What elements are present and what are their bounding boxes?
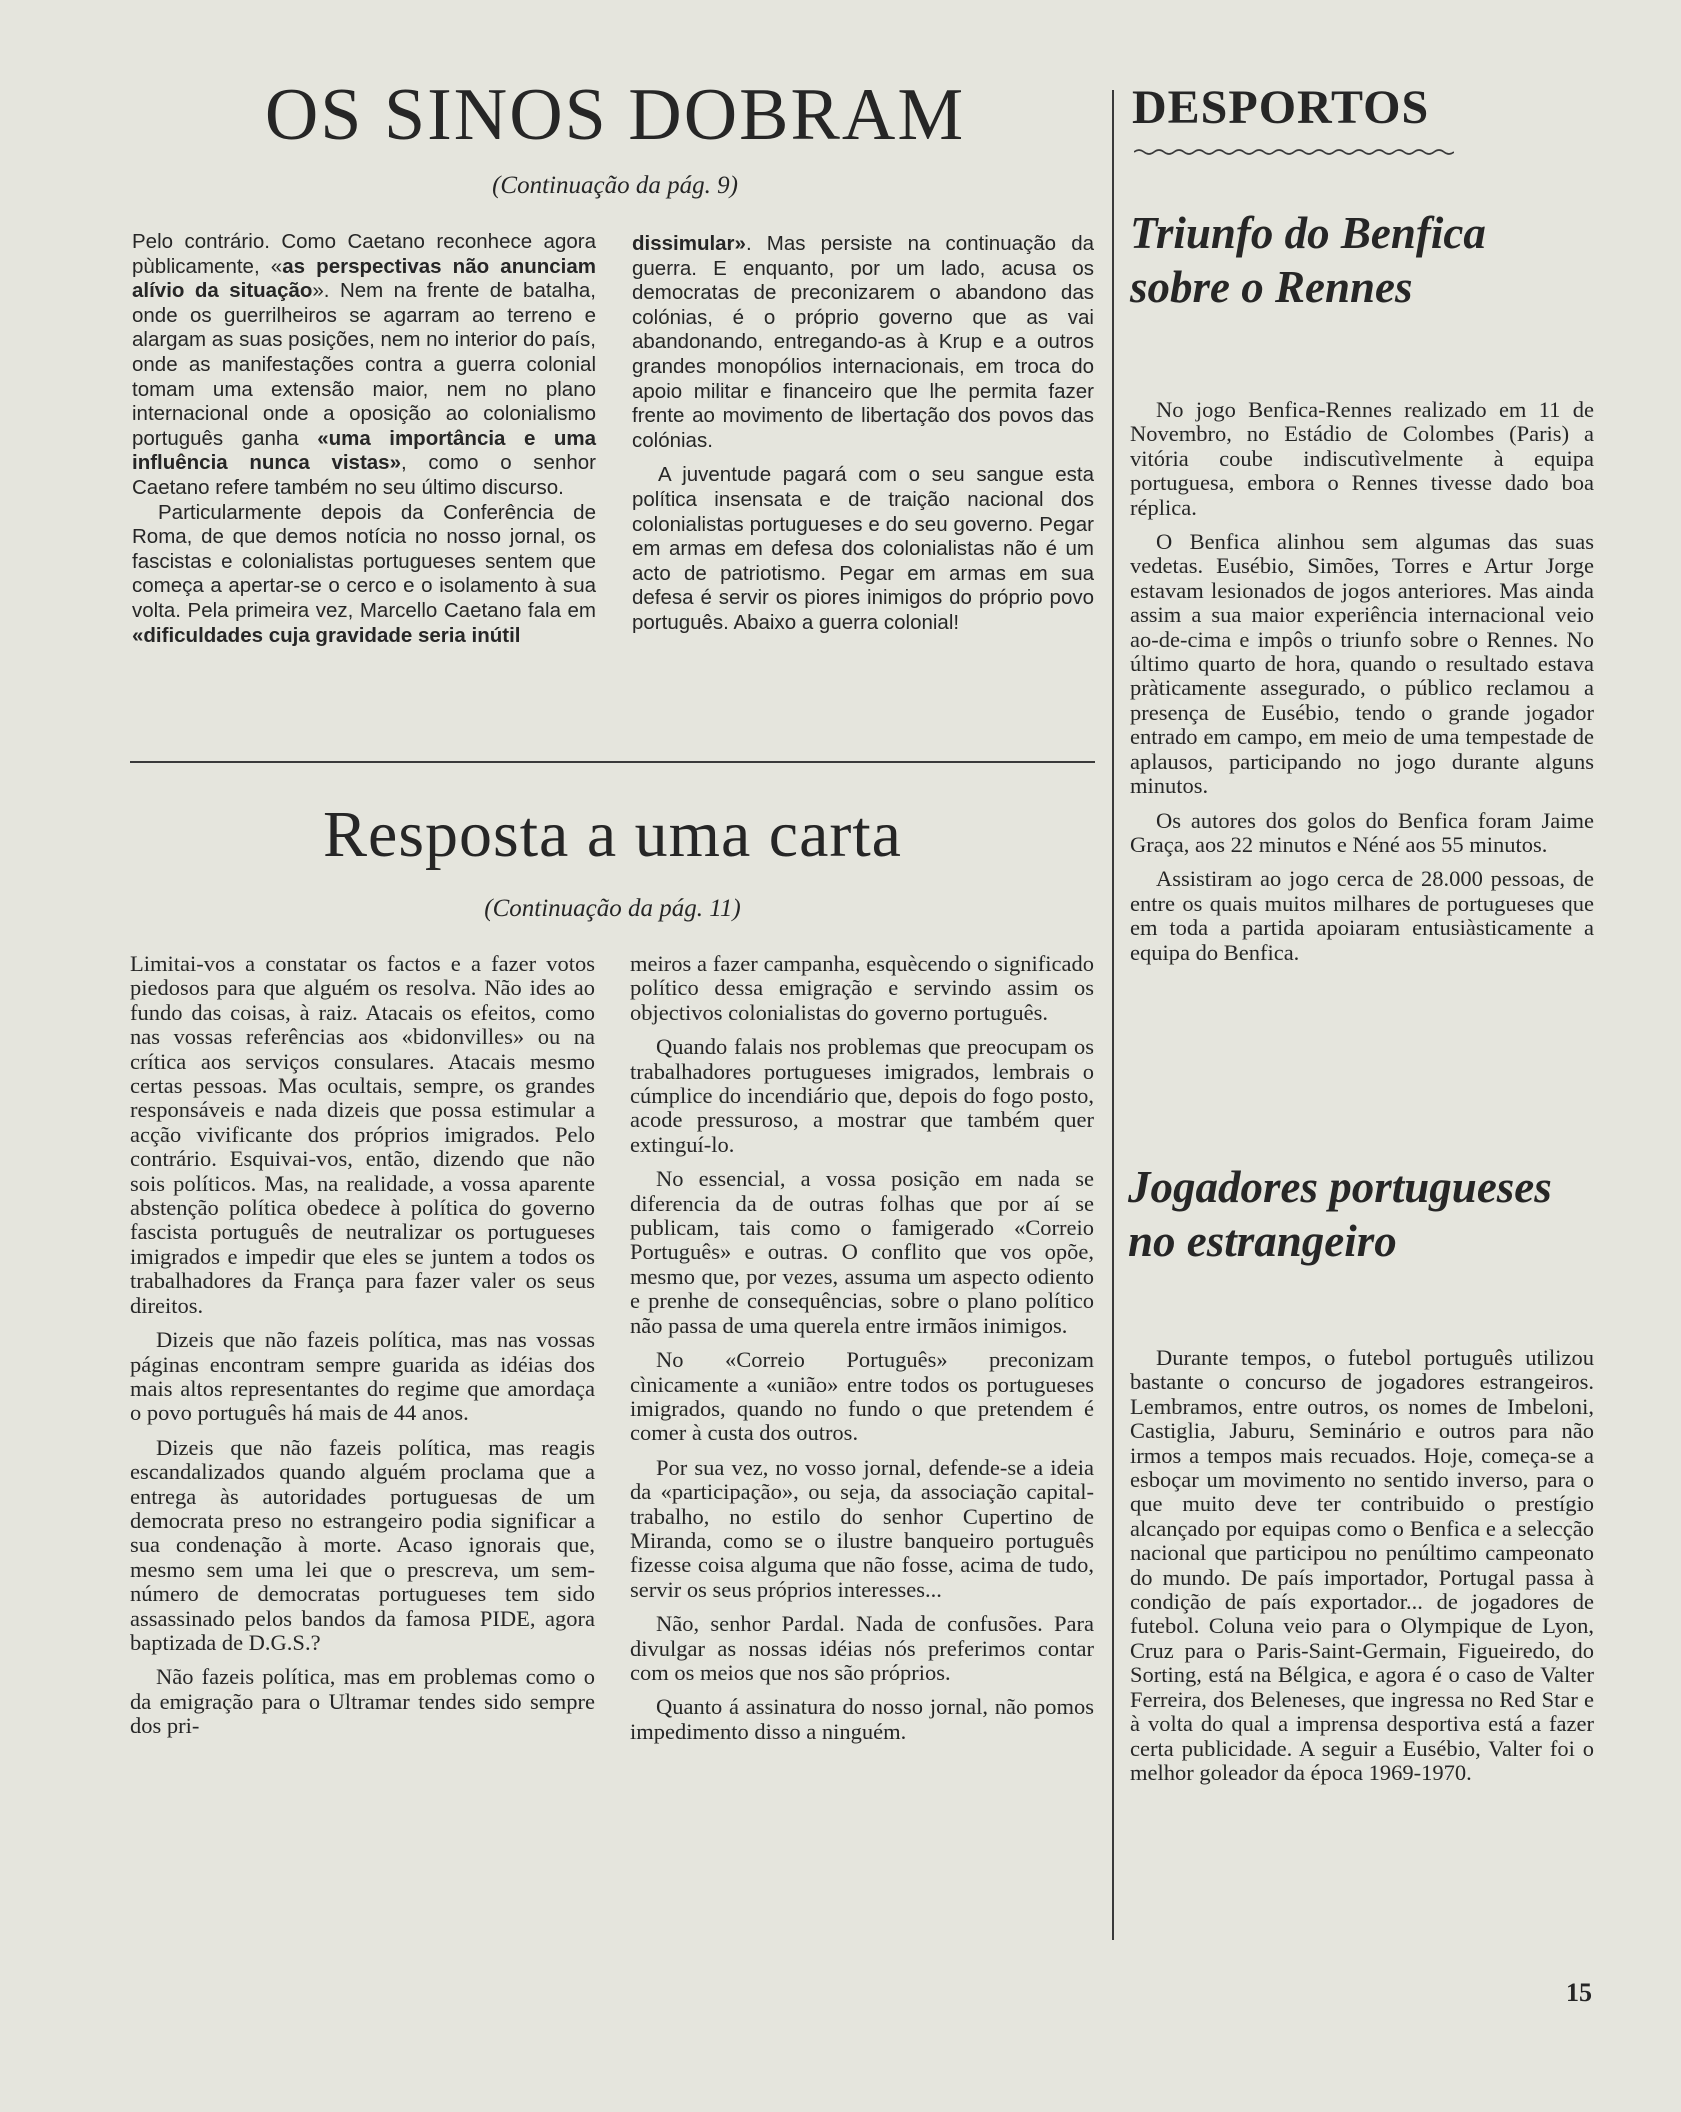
triunfo-do-benfica-body (1130, 398, 1594, 965)
text: Assistiram ao jogo cerca de 28.000 pessoas, de entre os quais muitos milhares de portugueses que em toda a partida apoiaram entusiàsticamente a equipa do Benfica. (1130, 866, 1594, 965)
paragraph (630, 1612, 1094, 1685)
resposta-column-2 (630, 952, 1094, 1744)
paragraph (132, 501, 596, 649)
text: Pelo contrário. Como Caetano reconhece agora pùblicamente, « (132, 230, 596, 278)
text: ». Nem na frente de batalha, onde os guerrilheiros se agarram ao terreno e alargam as suas posições, nem no interior do país, onde as manifestações contra a guerra colonial tomam uma extensão maior, nem no plano internacional onde a oposição ao colonialismo português ganha (132, 279, 596, 450)
text: Dizeis que não fazeis política, mas reagis escandalizados quando alguém proclama que a entrega às autoridades portuguesas de um democrata preso no estrangeiro podia significar a sua condenação à morte. Acaso ignorais que, mesmo sem uma lei que o prescreva, um sem-número de democratas portugueses tem sido assassinado pelos bandos da famosa PIDE, agora baptizada de D.G.S.? (130, 1434, 595, 1655)
paragraph (130, 1328, 595, 1426)
wavy-underline (1134, 146, 1454, 158)
triunfo-do-benfica-title: Triunfo do Benfica sobre o Rennes (1130, 208, 1486, 312)
text: Não, senhor Pardal. Nada de confusões. Para divulgar as nossas idéias nós preferimos contar com os meios que nos são próprios. (630, 1611, 1094, 1685)
paragraph (1130, 809, 1594, 858)
jogadores-portugueses-title: Jogadores portugueses no estrangeiro (1128, 1162, 1552, 1266)
text: Não fazeis política, mas em problemas como o da emigração para o Ultramar tendes sido sempre dos pri- (130, 1664, 595, 1739)
bold-text: as perspectivas não anunciam alívio da situação (132, 254, 596, 303)
page-number: 15 (1566, 1978, 1592, 2007)
text: Quanto á assinatura do nosso jornal, não pomos impedimento disso a ninguém. (630, 1694, 1094, 1744)
text: Os autores dos golos do Benfica foram Jaime Graça, aos 22 minutos e Néné aos 55 minutos. (1130, 807, 1594, 857)
paragraph (632, 232, 1094, 453)
resposta-continuation (130, 895, 1095, 923)
text: Dizeis que não fazeis política, mas nas vossas páginas encontram sempre guarida as idéias dos mais altos representantes do regime que amordaça o povo português há mais de 44 anos. (130, 1327, 595, 1426)
text: Durante tempos, o futebol português utilizou bastante o concurso de jogadores estrangeiros. Lembramos, entre outros, os nomes de Imbeloni, Castiglia, Jaburu, Seminário e outros para não irmos a tempos mais recuados. Hoje, começa-se a esboçar um movimento no sentido inverso, para o que muito deve ter contribuido o prestígio alcançado por equipas como o Benfica e a selecção nacional que participou no penúltimo campeonato do mundo. De país importador, Portugal passa à condição de país exportador... de jogadores de futebol. Coluna veio para o Olympique de Lyon, Cruz para o Paris-Saint-Germain, Figueiredo, do Sorting, está na Bélgica, e agora é o caso de Valter Ferreira, dos Beleneses, que ingressa no Red Star e à volta do qual a imprensa desportiva está a fazer certa publicidade. A seguir a Eusébio, Valter foi o melhor goleador da época 1969-1970. (1130, 1345, 1594, 1785)
os-sinos-dobram-continuation (130, 172, 1100, 200)
os-sinos-dobram-column-1 (132, 230, 596, 648)
paragraph (1130, 530, 1594, 798)
text: No «Correio Português» preconizam cìnicamente a «união» entre todos os portugueses imigrados, quando no fundo o que pretendem é comer à custa dos outros. (630, 1347, 1094, 1446)
paragraph (1130, 1346, 1594, 1785)
jogadores-portugueses-body (1130, 1346, 1594, 1785)
resposta-column-1 (130, 952, 595, 1739)
text: Limitai-vos a constatar os factos e a fazer votos piedosos para que alguém os resolva. Não ides ao fundo das coisas, à raiz. Atacais os efeitos, como nas vossas referências aos «bidonvilles» ou na crítica aos serviços consulares. Atacais mesmo certas pessoas. Mas ocultais, sempre, os grandes responsáveis e nada dizeis que possa estimular a acção vivificante dos próprios imigrados. Pelo contrário. Esquivai-vos, então, dizendo que não sois políticos. Mas, na realidade, a vossa aparente abstenção política obedece à política do governo fascista português de neutralizar os portugueses imigrados e impedir que eles se juntem a todos os trabalhadores da França para fazer valer os seus direitos. (130, 951, 595, 1318)
text: O Benfica alinhou sem algumas das suas vedetas. Eusébio, Simões, Torres e Artur Jorge estavam lesionados de jogos anteriores. Mas ainda assim a sua maior experiência internacional veio ao-de-cima e impôs o triunfo sobre o Rennes. No último quarto de hora, quando o resultado estava pràticamente assegurado, o público reclamou a presença de Eusébio, tendo o grande jogador entrado em campo, em meio de uma tempestade de aplausos, participando no jogo durante alguns minutos. (1130, 529, 1594, 799)
bold-text: dissimular» (632, 232, 746, 255)
bold-text: «dificuldades cuja gravidade seria inútil (132, 623, 521, 647)
bold-text: «uma importância e uma influência nunca vistas» (132, 426, 597, 475)
text: Quando falais nos problemas que preocupam os trabalhadores portugueses imigrados, lembrais o cúmplice do incendiário que, depois do fogo posto, acode pressuroso, a mostrar que também quer extinguí-lo. (630, 1034, 1094, 1157)
paragraph (130, 1665, 595, 1738)
text: meiros a fazer campanha, esquècendo o significado político dessa emigração e servindo assim os objectivos colonialistas do governo português. (630, 951, 1094, 1025)
continuation-note: (Continuação da pág. 11) (484, 895, 741, 922)
text: Por sua vez, no vosso jornal, defende-se a ideia da «participação», ou seja, da associação capital-trabalho, no estilo do senhor Cupertino de Miranda, como se o ilustre banqueiro português fizesse coisa alguma que não fosse, acima de tudo, servir os seus próprios interesses... (630, 1454, 1094, 1602)
paragraph (630, 1695, 1094, 1744)
text: A juventude pagará com o seu sangue esta política insensata e de traição nacional dos colonialistas portugueses e do seu governo. Pegar em armas em defesa dos colonialistas não é um acto de patriotismo. Pegar em armas em sua defesa é servir os piores inimigos do próprio povo português. Abaixo a guerra colonial! (632, 463, 1094, 634)
paragraph (630, 1348, 1094, 1446)
continuation-note: (Continuação da pág. 9) (492, 172, 738, 199)
text: No jogo Benfica-Rennes realizado em 11 de Novembro, no Estádio de Colombes (Paris) a vitória coube indiscutìvelmente à equipa portuguesa, embora o Rennes tivesse dado boa réplica. (1130, 397, 1594, 520)
os-sinos-dobram-title: OS SINOS DOBRAM (264, 74, 966, 156)
paragraph (632, 463, 1094, 635)
os-sinos-dobram-column-2 (632, 232, 1094, 636)
text: . Mas persiste na continuação da guerra. E enquanto, por um lado, acusa os democratas de preconizarem o abandono das colónias, é o próprio governo que as vai abandonando, entregando-as à Krup e a outros grandes monopólios internacionais, em troca do apoio militar e financeiro que lhe permita fazer frente ao movimento de libertação dos povos das colónias. (632, 232, 1094, 452)
paragraph (630, 952, 1094, 1025)
text: Particularmente depois da Conferência de Roma, de que demos notícia no nosso jornal, os fascistas e colonialistas portugueses sentem que começa a apertar-se o cerco e o isolamento à sua volta. Pela primeira vez, Marcello Caetano fala em (132, 500, 596, 622)
paragraph (630, 1167, 1094, 1338)
section-divider (130, 761, 1095, 763)
desportos-heading: DESPORTOS (1132, 81, 1430, 134)
resposta-a-uma-carta-title: Resposta a uma carta (323, 798, 902, 871)
paragraph (132, 230, 596, 501)
column-divider (1112, 90, 1114, 1940)
paragraph (1130, 867, 1594, 965)
paragraph (130, 1436, 595, 1656)
paragraph (630, 1035, 1094, 1157)
paragraph (130, 952, 595, 1318)
text: , como o senhor Caetano refere também no seu último discurso. (132, 451, 596, 499)
text: No essencial, a vossa posição em nada se diferencia da de outras folhas que por aí se publicam, tais como o famigerado «Correio Português» e outras. O conflito que vos opõe, mesmo que, por vezes, assuma um aspecto odiento e prenhe de consequências, sobre o plano político não passa de uma querela entre irmãos inimigos. (630, 1166, 1094, 1338)
paragraph (630, 1456, 1094, 1602)
paragraph (1130, 398, 1594, 520)
